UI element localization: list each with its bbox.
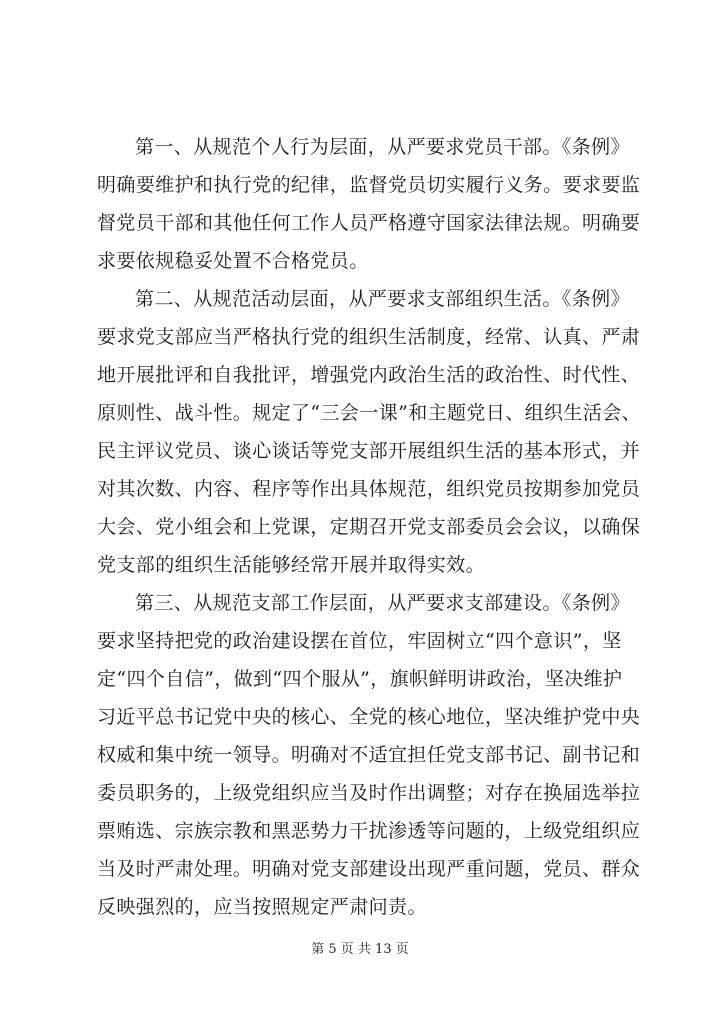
- paragraph-line: 要求党支部应当严格执行党的组织生活制度，经常、认真、严肃: [97, 326, 641, 348]
- paragraph-line: 第二、从规范活动层面，从严要求支部组织生活。《条例》: [135, 288, 630, 310]
- page-number-footer: 第 5 页 共 13 页: [311, 942, 409, 957]
- paragraph-line: 党支部的组织生活能够经常开展并取得实效。: [97, 554, 486, 576]
- paragraph-line: 委员职务的，上级党组织应当及时作出调整；对存在换届选举拉: [97, 782, 641, 804]
- paragraph-line: 地开展批评和自我批评，增强党内政治生活的政治性、时代性、: [97, 364, 641, 386]
- paragraph-line: 民主评议党员、谈心谈话等党支部开展组织生活的基本形式，并: [97, 440, 641, 462]
- paragraph-3: [97, 584, 657, 926]
- paragraph-line: 督党员干部和其他任何工作人员严格遵守国家法律法规。明确要: [97, 212, 641, 234]
- paragraph-line: 第三、从规范支部工作层面，从严要求支部建设。《条例》: [135, 592, 630, 614]
- paragraph-line: 求要依规稳妥处置不合格党员。: [97, 250, 369, 272]
- paragraph-line: 权威和集中统一领导。明确对不适宜担任党支部书记、副书记和: [97, 744, 641, 766]
- paragraph-line: 大会、党小组会和上党课，定期召开党支部委员会会议，以确保: [97, 516, 641, 538]
- paragraph-line: 定“四个自信”，做到“四个服从”，旗帜鲜明讲政治，坚决维护: [97, 668, 623, 690]
- paragraph-1: [97, 128, 657, 280]
- paragraph-line: 对其次数、内容、程序等作出具体规范，组织党员按期参加党员: [97, 478, 641, 500]
- paragraph-line: 票贿选、宗族宗教和黑恶势力干扰渗透等问题的，上级党组织应: [97, 820, 641, 842]
- document-body: [97, 128, 657, 926]
- paragraph-line: 要求坚持把党的政治建设摆在首位，牢固树立“四个意识”，坚: [97, 630, 622, 652]
- paragraph-2: [97, 280, 657, 584]
- paragraph-line: 明确要维护和执行党的纪律，监督党员切实履行义务。要求要监: [97, 174, 641, 196]
- paragraph-line: 第一、从规范个人行为层面，从严要求党员干部。《条例》: [135, 136, 630, 158]
- paragraph-line: 原则性、战斗性。规定了“三会一课”和主题党日、组织生活会、: [97, 402, 642, 424]
- paragraph-line: 习近平总书记党中央的核心、全党的核心地位，坚决维护党中央: [97, 706, 641, 728]
- paragraph-line: 反映强烈的，应当按照规定严肃问责。: [97, 896, 427, 918]
- paragraph-line: 当及时严肃处理。明确对党支部建设出现严重问题，党员、群众: [97, 858, 641, 880]
